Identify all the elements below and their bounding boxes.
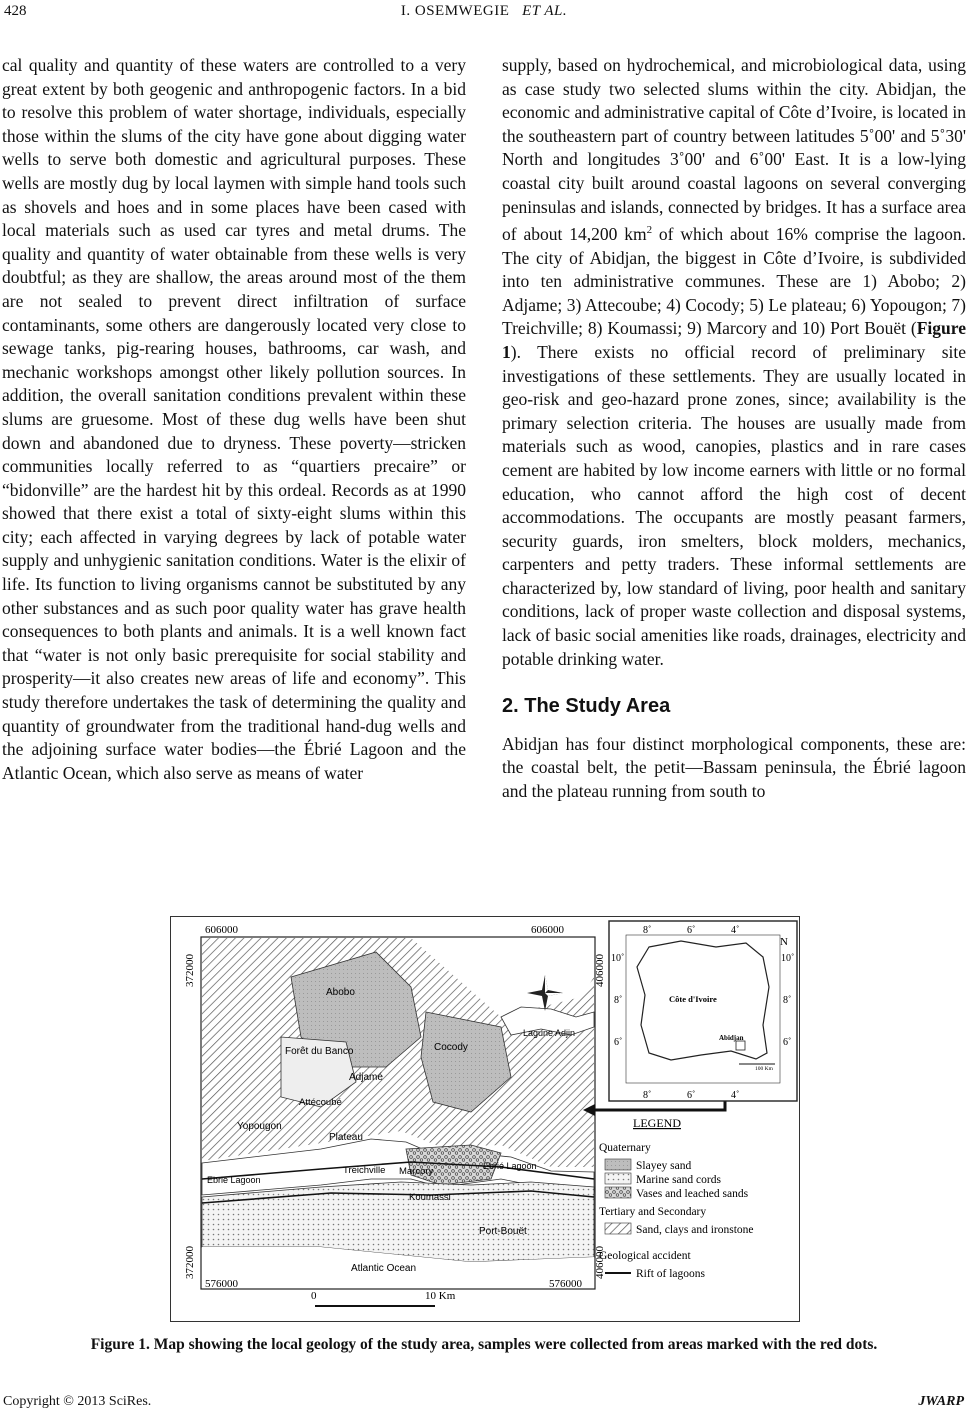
running-title-authors: I. OSEMWEGIE — [400, 3, 510, 19]
inset-left-tick-1: 10˚ — [611, 953, 625, 964]
label-ebrie-lagoon-east: Ebrié Lagoon — [483, 1161, 537, 1171]
right-paragraph-1 — [502, 54, 966, 671]
legend-swatch-marine-sand — [605, 1173, 631, 1184]
running-title-etal: ET AL. — [522, 3, 568, 19]
main-map — [184, 924, 606, 1306]
grid-label-top-right: 606000 — [531, 924, 564, 936]
inset-bottom-tick-2: 6˚ — [687, 1090, 696, 1101]
grid-label-left-top: 372000 — [184, 954, 196, 987]
label-adjame: Adjamé — [349, 1072, 383, 1083]
figure-1 — [170, 916, 800, 1322]
inset-north-label: N — [780, 936, 788, 948]
footer-copyright: Copyright © 2013 SciRes. — [3, 1394, 152, 1409]
geology-map-figure — [171, 917, 799, 1321]
legend-swatch-sand-clays — [605, 1223, 631, 1234]
label-yopougon: Yopougon — [237, 1121, 282, 1132]
section-heading-study-area: 2. The Study Area — [502, 695, 671, 718]
map-legend — [599, 1116, 754, 1280]
label-lagune-adjin: Lagune Adjin — [523, 1028, 576, 1038]
inset-bottom-tick-1: 8˚ — [643, 1090, 652, 1101]
right-column — [502, 54, 966, 804]
scale-end: 10 Km — [425, 1290, 456, 1302]
legend-item-slayey-sand: Slayey sand — [636, 1160, 692, 1172]
right-paragraph-2: Abidjan has four distinct morphological components, these are: the coastal belt, the petit—Bassam peninsula, the Ébrié lagoon and the plateau running from south to — [502, 733, 966, 802]
legend-swatch-slayey-sand — [605, 1159, 631, 1170]
legend-title: LEGEND — [633, 1116, 681, 1130]
right-p1-text-a: supply, based on hydrochemical, and microbiological data, using as case study two selected slums within the city. Abidjan, the economic and administrative capital of Côte d’Ivoire, is located in the southeastern part of country between latitudes 5˚00' and 5˚30' North and longitudes 3˚00' and 6˚00' East. It is a low-lying coastal city built around coastal lagoons on several converging peninsulas and islands, connected by bridges. It has a surface area of about 14,200 km — [502, 55, 966, 244]
grid-label-right-bottom: 406000 — [594, 1246, 606, 1279]
label-treichville: Treichville — [343, 1165, 386, 1176]
right-p1-text-c: ). There exists no official record of preliminary site investigations of these settlements. They are usually located in geo-risk and geo-hazard prone zones, since; availability is the primary selection criteria. The houses are usually made from materials such as wood, canopies, plastics and in rare cases cement are habited by low income earners with little or no formal education, who cannot afford the high cost of decent accommodations. The occupants are mostly peasant farmers, security guards, iron smelters, block molders, mechanics, carpenters and petty traders. These informal settlements are characterized by, low standard of living, poor health and sanitary conditions, lack of proper waste collection and disposal systems, lack of basic social amenities like roads, drainages, electricity and potable drinking water. — [502, 341, 966, 669]
inset-scale-label: 100 Km — [755, 1066, 773, 1072]
label-koumassi: Koumassi — [409, 1192, 451, 1203]
inset-top-tick-2: 6˚ — [687, 925, 696, 936]
map-scale-bar — [311, 1290, 456, 1306]
scale-start: 0 — [311, 1290, 317, 1302]
legend-geo-heading: Geological accident — [599, 1250, 691, 1262]
label-port-bouet: Port-Bouët — [479, 1226, 527, 1237]
legend-quaternary-heading: Quaternary — [599, 1142, 651, 1154]
legend-item-vases: Vases and leached sands — [636, 1188, 749, 1200]
page-number: 428 — [4, 3, 27, 19]
label-marcory: Marcory — [399, 1166, 434, 1177]
inset-map — [609, 921, 797, 1101]
inset-country-label: Côte d'Ivoire — [669, 994, 717, 1004]
footer-journal: JWARP — [918, 1394, 964, 1409]
grid-label-bottom-left: 576000 — [205, 1278, 238, 1290]
legend-item-rift: Rift of lagoons — [636, 1268, 705, 1280]
grid-label-left-bottom: 372000 — [184, 1246, 196, 1279]
right-p1-text-b: of which about 16% comprise the lagoon. The city of Abidjan, the biggest in Côte d’Ivoire, is subdivided into ten administrative communes. These are 1) Abobo; 2) Adjame; 3) Attecoube; 4) Cocody; 5) Le plateau; 6) Yopougon; 7) Treichville; 8) Koumassi; 9) Marcory and 10) Port Bouët ( — [502, 223, 966, 339]
label-ebrie-lagoon-west: Ebrié Lagoon — [207, 1175, 261, 1185]
inset-right-tick-3: 6˚ — [783, 1037, 792, 1048]
legend-item-sand-clays: Sand, clays and ironstone — [636, 1224, 754, 1236]
label-cocody: Cocody — [434, 1042, 468, 1053]
running-title — [0, 3, 968, 20]
label-atlantic-ocean: Atlantic Ocean — [351, 1263, 417, 1274]
left-paragraph: cal quality and quantity of these waters are controlled to a very great extent by both geogenic and anthropogenic factors. In a bid to resolve this problem of water shortage, individuals, especially those within the slums of the city have gone about digging water wells to serve both domestic and agricultural purposes. These wells are mostly dug by local laymen with simple hand tools such as shovels and hoes and in some places have been cased with local materials such as used car tyres and metal drums. The quality and quantity of water obtainable from these wells is very doubtful; as they are shallow, the areas around most of the them are not sealed to prevent direct infiltration of surface contaminants, some others are dangerously located very close to sewage tanks, pig-rearing houses, bathrooms, car wash, and mechanic workshops amongst other likely pollution sources. In addition, the overall sanitation conditions prevalent within these slums are gruesome. Most of these dug wells have been shut down and abandoned due to dryness. These poverty—stricken communities locally referred to as “quartiers precaire” or “bidonville” are the hardest hit by this ordeal. Records as at 1990 showed that there exist a total of sixty-eight slums within this city; each affected in varying degrees by lack of potable water supply and unhygienic sanitation conditions. Water is the elixir of life. Its function to living organisms cannot be substituted by any other substances and as such poor quality water has grave health consequences to both plants and animals. It is a well known fact that “water is not only basic prerequisite for social stability and prosperity—it also creates new areas of life and economy”. This study therefore undertakes the task of determining the quality and quantity of groundwater from the traditional hand-dug wells and the adjoining surface water bodies—the Ébrié Lagoon and the Atlantic Ocean, which also serve as means of water — [2, 55, 466, 783]
inset-right-tick-1: 10˚ — [781, 953, 795, 964]
label-plateau: Plateau — [329, 1132, 363, 1143]
legend-tertiary-heading: Tertiary and Secondary — [599, 1206, 707, 1218]
label-attecoube: Attécoubé — [299, 1097, 342, 1108]
left-column — [2, 54, 466, 785]
inset-left-tick-2: 8˚ — [614, 995, 623, 1006]
legend-item-marine-sand: Marine sand cords — [636, 1174, 721, 1186]
inset-top-tick-1: 8˚ — [643, 925, 652, 936]
legend-swatch-vases — [605, 1187, 631, 1198]
grid-label-bottom-right: 576000 — [549, 1278, 582, 1290]
inset-city-label: Abidjan — [719, 1034, 744, 1042]
inset-right-tick-2: 8˚ — [783, 995, 792, 1006]
figure-caption: Figure 1. Map showing the local geology of the study area, samples were collected from areas marked with the red dots. — [90, 1336, 878, 1353]
inset-bottom-tick-3: 4˚ — [731, 1090, 740, 1101]
label-abobo: Abobo — [326, 987, 355, 998]
label-foret-du-banco: Forêt du Banco — [285, 1046, 354, 1057]
km-superscript: 2 — [646, 224, 653, 237]
inset-left-tick-3: 6˚ — [614, 1037, 623, 1048]
figure-1-reference[interactable]: Figure 1 — [502, 318, 966, 362]
inset-top-tick-3: 4˚ — [731, 925, 740, 936]
grid-label-right-top: 406000 — [594, 954, 606, 987]
grid-label-top-left: 606000 — [205, 924, 238, 936]
